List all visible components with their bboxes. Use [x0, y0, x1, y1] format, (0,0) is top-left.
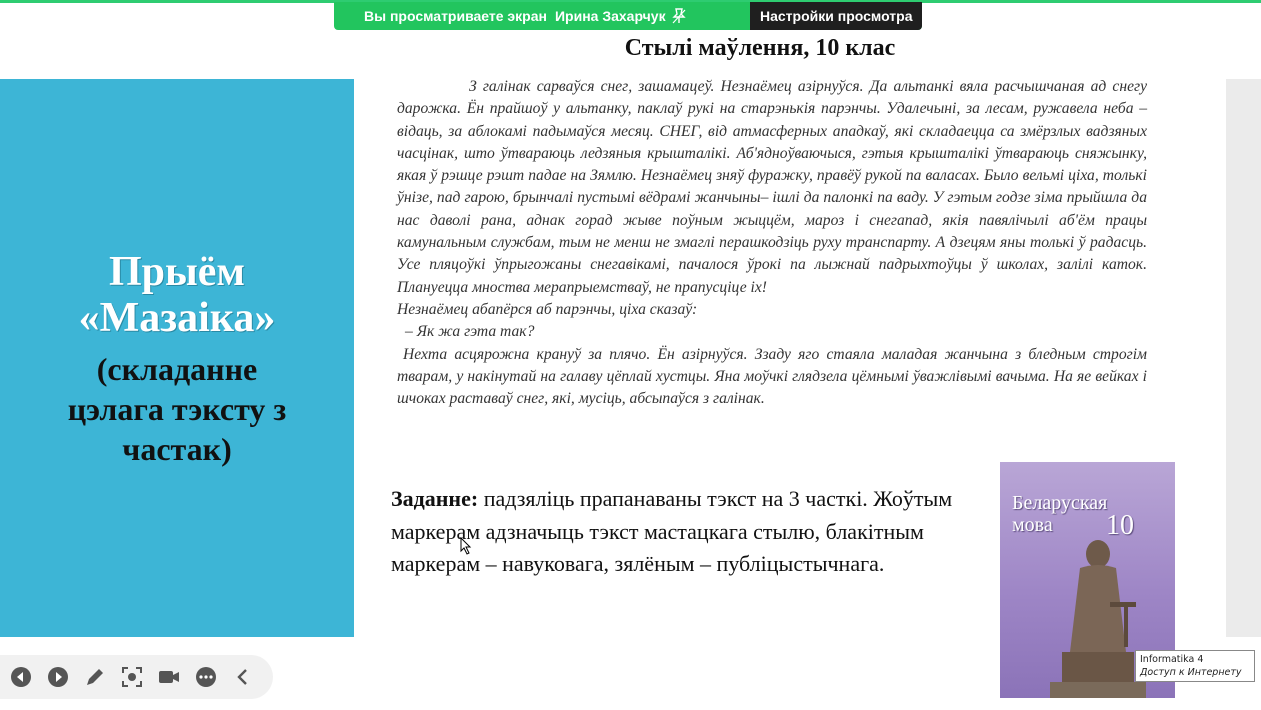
mouse-cursor-icon: [460, 537, 472, 555]
task-text: [391, 483, 981, 581]
camera-button[interactable]: [157, 665, 181, 689]
panel-sub-line2: цэлага тэксту з: [67, 391, 287, 427]
prev-icon: [9, 665, 33, 689]
prev-slide-button[interactable]: [9, 665, 33, 689]
pin-icon: [672, 8, 686, 24]
screenshot-icon: [120, 665, 144, 689]
task-body: падзяліць прапанаваны тэкст на 3 часткі. Жоўтым маркерам адзначыць тэкст мастацкага стылю, блакітным маркерам – навуковага, зялёным – публіцыстычнага.: [391, 486, 953, 576]
next-icon: [46, 665, 70, 689]
book-title-line2: мова: [1012, 514, 1053, 536]
tooltip-title: Informatika 4: [1140, 654, 1204, 665]
more-button[interactable]: [194, 665, 218, 689]
mosaic-text: [397, 76, 1147, 410]
collapse-icon: [231, 665, 255, 689]
panel-sub-line3: частак): [122, 431, 232, 467]
panel-subheading: [0, 349, 354, 469]
pen-icon: [83, 665, 107, 689]
task-label: Заданне:: [391, 486, 479, 511]
share-banner-text: Вы просматриваете экран: [364, 8, 547, 24]
collapse-toolbar-button[interactable]: [231, 665, 255, 689]
camera-icon: [157, 665, 181, 689]
book-title: [1012, 492, 1107, 536]
slide-title: Стылі маўлення, 10 клас: [624, 35, 896, 61]
more-icon: [194, 665, 218, 689]
text-paragraph: Нехта асцярожна крануў за плячо. Ён азірнуўся. Ззаду яго стаяла маладая жанчына з бледным строгім тварам, у накінутай на галаву цёплай хустцы. Яна моўчкі глядзела цёмнымі ўважлівымі вачыма. На яе вейках і шчоках раставаў снег, які, мусіць, абсыпаўся з галінак.: [397, 345, 1147, 408]
statue-icon: [1040, 532, 1150, 698]
left-panel: [0, 79, 354, 637]
panel-sub-line1: (складанне: [96, 351, 258, 387]
view-settings-button[interactable]: Настройки просмотра: [750, 2, 922, 30]
right-scroll-strip: [1226, 79, 1261, 637]
screen-share-banner: [334, 2, 922, 30]
book-title-line1: Беларуская: [1012, 492, 1108, 514]
share-banner-user: Ирина Захарчук: [554, 8, 666, 24]
text-paragraph: – Як жа гэта так?: [405, 323, 535, 341]
text-paragraph: Незнаёмец абапёрся аб парэнчы, ціха сказаў:: [397, 300, 698, 318]
book-grade: 10: [1106, 510, 1134, 541]
presentation-toolbar: [0, 655, 273, 699]
next-slide-button[interactable]: [46, 665, 70, 689]
panel-heading-line2: «Мазаіка»: [78, 295, 276, 341]
panel-heading: [0, 249, 354, 341]
network-tooltip: [1135, 650, 1255, 682]
screenshot-button[interactable]: [120, 665, 144, 689]
pen-button[interactable]: [83, 665, 107, 689]
tooltip-subtitle: Доступ к Интернету: [1140, 667, 1242, 678]
panel-heading-line1: Прыём: [108, 249, 246, 295]
text-paragraph: З галінак сарваўся снег, зашамацеў. Незнаёмец азірнуўся. Да альтанкі вяла расчышчаная ад снегу дарожка. Ён прайшоў у альтанку, паклаў рукі на старэнькія парэнчы. Удалечыні, за лесам, ружавела неба – відаць, за аблокамі падымаўся месяц. СНЕГ, від атмасферных ападкаў, які складаецца са змёрзлых вадзяных часцінак, што ўтвараюць ледзяныя крышталікі. Аб'ядноўваючыся, гэтыя крышталікі ўтвараюць сняжынку, якая ў рэшце рэшт падае на Зямлю. Незнаёмец зняў фуражку, правёў рукой па валасах. Было вельмі ціха, толькі ўнізе, пад гарою, брынчалі пустымі вёдрамі жанчыны– ішлі да палонкі па ваду. У гэтым годзе зіма прыйшла да нас даволі рана, аднак горад жыве поўным жыццём, мароз і снегапад, якія павялічылі аб'ём працы камунальным службам, тым не менш не змаглі перашкодзіць руху транспарту. А дзецям яны толькі ў радасць. Усе пляцоўкі ўпрыгожаны снегавікамі, пачалося ўрокі па лыжнай падрыхтоўцы ў школах, залілі каток. Плануецца мноства мерапрыемстваў, не прапусціце іх!: [397, 78, 1147, 296]
